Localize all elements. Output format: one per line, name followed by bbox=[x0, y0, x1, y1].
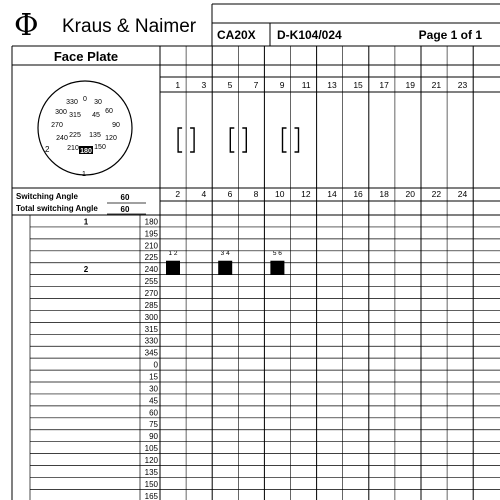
dial-angle-label: 60 bbox=[105, 108, 113, 115]
terminal-bottom-label: 12 bbox=[301, 189, 311, 199]
position-angle: 240 bbox=[144, 265, 158, 275]
brand-name: Kraus & Naimer bbox=[62, 16, 197, 37]
contact-bracket-left bbox=[178, 128, 182, 152]
face-plate-dial bbox=[38, 81, 132, 178]
terminal-top-label: 15 bbox=[353, 80, 363, 90]
position-angle: 315 bbox=[144, 324, 158, 334]
position-angle: 225 bbox=[144, 253, 158, 263]
position-angle: 285 bbox=[144, 300, 158, 310]
terminal-bottom-label: 24 bbox=[457, 189, 468, 199]
position-angle: 135 bbox=[144, 467, 158, 477]
position-angle: 150 bbox=[144, 479, 158, 489]
switching-angle-label: Switching Angle bbox=[16, 192, 78, 201]
terminal-top-label: 5 bbox=[227, 80, 233, 90]
position-angle: 15 bbox=[149, 372, 158, 382]
contact-bracket-right bbox=[295, 128, 299, 152]
closed-contact-mark bbox=[270, 261, 284, 275]
dial-angle-label: 150 bbox=[94, 144, 106, 151]
dial-angle-label: 30 bbox=[94, 99, 102, 106]
dial-angle-label: 135 bbox=[89, 132, 101, 139]
switching-angle-value: 60 bbox=[120, 193, 130, 202]
contact-bracket-right bbox=[242, 128, 246, 152]
dial-angle-label: 180 bbox=[80, 148, 92, 155]
contact-bracket-left bbox=[230, 128, 234, 152]
terminal-top-label: 7 bbox=[253, 80, 259, 90]
dial-angle-label: 225 bbox=[69, 132, 81, 139]
total-switching-angle-label: Total switching Angle bbox=[16, 204, 98, 213]
dial-angle-label: 0 bbox=[83, 96, 87, 103]
position-number: 1 bbox=[83, 217, 89, 227]
position-angle: 0 bbox=[153, 360, 158, 370]
closed-contact-label: 3 4 bbox=[220, 249, 230, 257]
dial-angle-label: 315 bbox=[69, 112, 81, 119]
document-code: D-K104/024 bbox=[277, 28, 342, 42]
terminal-bottom-label: 8 bbox=[253, 189, 259, 199]
total-switching-angle-value: 60 bbox=[120, 205, 130, 214]
dial-left-label: 2 bbox=[45, 145, 50, 154]
position-angle: 345 bbox=[144, 348, 158, 358]
dial-angle-label: 300 bbox=[55, 109, 67, 116]
dial-angle-label: 210 bbox=[67, 145, 79, 152]
terminal-top-label: 17 bbox=[379, 80, 389, 90]
terminal-top-label: 13 bbox=[327, 80, 337, 90]
position-angle: 90 bbox=[149, 432, 158, 442]
terminal-top-label: 9 bbox=[279, 80, 285, 90]
terminal-top-label: 11 bbox=[301, 80, 311, 90]
contact-closure-marks bbox=[166, 250, 284, 275]
closed-contact-label: 5 6 bbox=[272, 249, 282, 257]
terminal-bottom-label: 18 bbox=[379, 189, 389, 199]
dial-angle-label: 240 bbox=[56, 135, 68, 142]
terminal-bottom-label: 20 bbox=[405, 189, 415, 199]
contact-bracket-left bbox=[283, 128, 287, 152]
position-angle: 195 bbox=[144, 229, 158, 239]
brand-logo-symbol: Φ bbox=[14, 8, 39, 43]
position-angle: 330 bbox=[144, 336, 158, 346]
terminal-bottom-label: 6 bbox=[227, 189, 233, 199]
position-angle: 210 bbox=[144, 241, 158, 251]
position-angle: 255 bbox=[144, 277, 158, 287]
closed-contact-mark bbox=[166, 261, 180, 275]
terminal-bottom-label: 22 bbox=[431, 189, 442, 199]
face-plate-title: Face Plate bbox=[53, 49, 119, 64]
position-angle: 270 bbox=[144, 289, 158, 299]
terminal-top-label: 23 bbox=[457, 80, 468, 90]
position-table bbox=[30, 215, 500, 500]
terminal-bottom-label: 10 bbox=[275, 189, 285, 199]
terminal-bottom-label: 2 bbox=[175, 189, 181, 199]
position-angle: 30 bbox=[149, 384, 158, 394]
position-angle: 45 bbox=[149, 396, 158, 406]
terminal-bottom-label: 4 bbox=[201, 189, 207, 199]
position-angle: 180 bbox=[144, 217, 158, 227]
terminal-top-label: 3 bbox=[201, 80, 207, 90]
dial-bottom-label: 1 bbox=[82, 171, 86, 178]
position-angle: 165 bbox=[144, 491, 158, 500]
page-indicator: Page 1 of 1 bbox=[418, 28, 482, 42]
terminal-top-label: 1 bbox=[175, 80, 181, 90]
dial-angle-label: 270 bbox=[51, 122, 63, 129]
terminal-bottom-label: 14 bbox=[327, 189, 337, 199]
position-number: 2 bbox=[83, 265, 89, 275]
position-angle: 120 bbox=[144, 456, 158, 466]
terminal-top-label: 21 bbox=[431, 80, 442, 90]
position-angle: 300 bbox=[144, 312, 158, 322]
position-angle: 60 bbox=[149, 408, 158, 418]
contact-bracket-right bbox=[190, 128, 194, 152]
terminal-top-label: 19 bbox=[405, 80, 415, 90]
closed-contact-mark bbox=[218, 261, 232, 275]
dial-angle-label: 90 bbox=[112, 122, 120, 129]
dial-angle-label: 330 bbox=[66, 99, 78, 106]
closed-contact-label: 1 2 bbox=[168, 249, 178, 257]
position-angle: 75 bbox=[149, 420, 158, 430]
terminal-bottom-label: 16 bbox=[353, 189, 363, 199]
dial-angle-label: 45 bbox=[92, 112, 100, 119]
type-code: CA20X bbox=[217, 28, 256, 42]
dial-angle-label: 120 bbox=[105, 135, 117, 142]
position-angle: 105 bbox=[144, 444, 158, 454]
